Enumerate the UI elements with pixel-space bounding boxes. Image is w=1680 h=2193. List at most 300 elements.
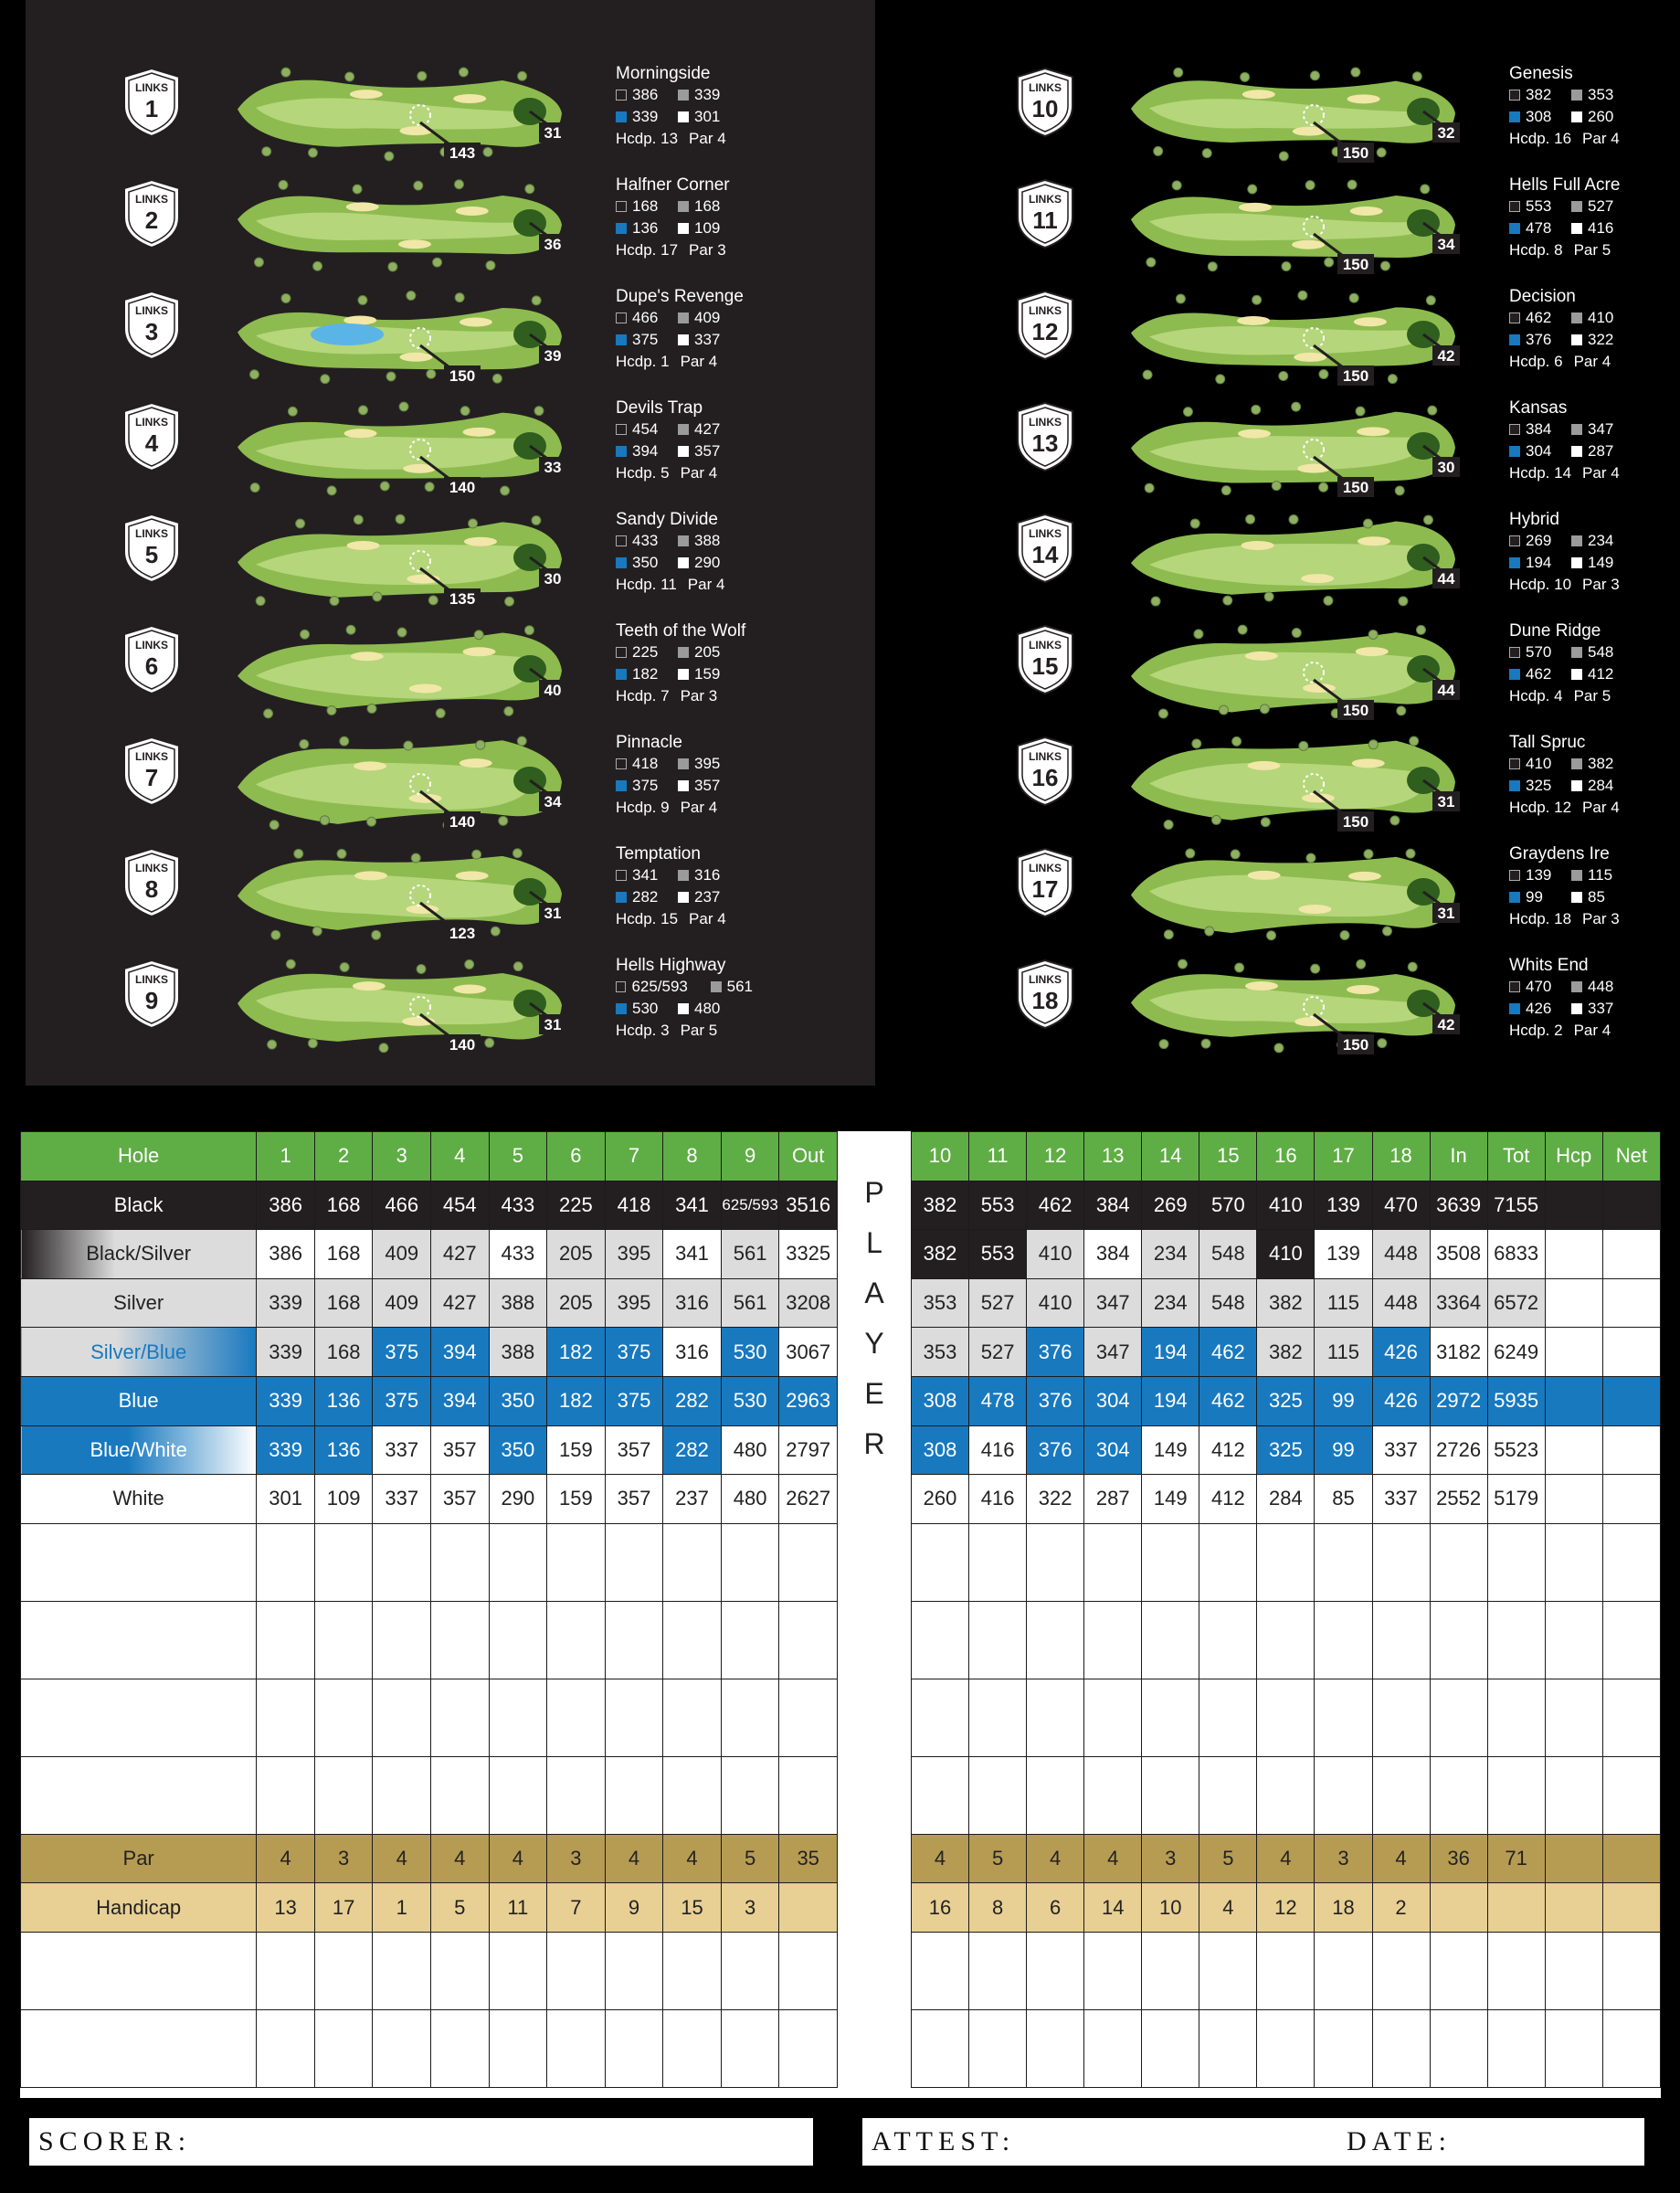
score-entry-cell[interactable] — [1084, 1932, 1142, 2009]
score-entry-cell[interactable] — [1199, 1756, 1257, 1834]
tree — [524, 626, 534, 635]
score-entry-cell[interactable] — [779, 1756, 838, 1834]
score-entry-cell[interactable] — [1602, 1679, 1660, 1756]
badge-label: LINKS — [1029, 527, 1062, 540]
score-entry-cell[interactable] — [721, 1679, 779, 1756]
links-shield-icon — [1012, 735, 1078, 808]
yardage-cell: 337 — [373, 1475, 431, 1524]
score-entry-cell[interactable] — [1084, 1601, 1142, 1679]
score-entry-cell[interactable] — [1084, 1679, 1142, 1756]
hole-name: Sandy Divide — [616, 510, 718, 529]
score-entry-cell[interactable] — [1430, 2009, 1487, 2087]
player-score-row[interactable] — [912, 1679, 1661, 1756]
player-name-cell[interactable] — [21, 1679, 257, 1756]
badge-label: LINKS — [135, 862, 168, 874]
score-entry-cell[interactable] — [779, 1679, 838, 1756]
yardage-cell: 470 — [1372, 1181, 1430, 1230]
yardage-cell[interactable] — [1545, 1230, 1602, 1279]
hole-info — [1509, 733, 1646, 819]
par-row — [912, 1834, 1661, 1883]
score-entry-cell[interactable] — [1487, 1679, 1545, 1756]
score-entry-cell[interactable] — [1430, 1679, 1487, 1756]
score-entry-cell[interactable] — [547, 1932, 606, 2009]
tree — [476, 740, 485, 749]
score-entry-cell[interactable] — [969, 1601, 1027, 1679]
score-entry-cell[interactable] — [969, 1756, 1027, 1834]
score-entry-cell[interactable] — [430, 1756, 489, 1834]
player-score-row[interactable] — [912, 1601, 1661, 1679]
score-entry-cell[interactable] — [489, 1932, 547, 2009]
score-entry-cell[interactable] — [1545, 1679, 1602, 1756]
yardage-cell: 205 — [547, 1230, 606, 1279]
blue-tee-yardage: 350 — [632, 554, 659, 571]
score-entry-cell[interactable] — [314, 1523, 373, 1601]
score-entry-cell[interactable] — [1199, 1932, 1257, 2009]
score-entry-cell[interactable] — [779, 1932, 838, 2009]
score-entry-cell[interactable] — [489, 2009, 547, 2087]
yardage-cell: 194 — [1142, 1328, 1199, 1377]
score-entry-cell[interactable] — [605, 2009, 663, 2087]
black-tee-swatch — [616, 647, 627, 658]
tree — [1194, 630, 1203, 639]
hole-info — [616, 733, 753, 819]
player-score-row[interactable] — [21, 2009, 838, 2087]
score-entry-cell[interactable] — [1199, 1679, 1257, 1756]
par-cell: 5 — [721, 1834, 779, 1883]
score-entry-cell[interactable] — [1372, 1679, 1430, 1756]
black-tee-yardage: 410 — [1526, 755, 1552, 772]
score-entry-cell[interactable] — [1142, 1932, 1199, 2009]
score-entry-cell[interactable] — [969, 1679, 1027, 1756]
score-entry-cell[interactable] — [547, 1756, 606, 1834]
tree — [532, 516, 541, 525]
score-entry-cell[interactable] — [373, 1601, 431, 1679]
yardage-cell[interactable] — [1602, 1475, 1660, 1524]
score-entry-cell[interactable] — [373, 1756, 431, 1834]
hole-number-header: 15 — [1199, 1132, 1257, 1181]
player-name-cell[interactable] — [21, 1756, 257, 1834]
white-tee-row — [912, 1475, 1661, 1524]
tree — [427, 369, 436, 378]
score-entry-cell[interactable] — [779, 2009, 838, 2087]
player-score-row[interactable] — [912, 1523, 1661, 1601]
score-entry-cell[interactable] — [489, 1679, 547, 1756]
player-score-row[interactable] — [21, 1601, 838, 1679]
handicap-par-line — [616, 797, 753, 819]
score-entry-cell[interactable] — [1027, 1523, 1084, 1601]
score-entry-cell[interactable] — [1372, 1601, 1430, 1679]
bunker — [1242, 541, 1274, 550]
score-entry-cell[interactable] — [721, 1601, 779, 1679]
player-score-row[interactable] — [912, 1756, 1661, 1834]
score-entry-cell[interactable] — [1315, 1756, 1372, 1834]
score-entry-cell[interactable] — [779, 1523, 838, 1601]
score-entry-cell[interactable] — [1372, 1932, 1430, 2009]
score-entry-cell[interactable] — [605, 1523, 663, 1601]
score-entry-cell[interactable] — [489, 1601, 547, 1679]
tree — [1399, 597, 1408, 606]
score-entry-cell[interactable] — [1257, 1523, 1315, 1601]
yardage-cell[interactable] — [1602, 1278, 1660, 1328]
score-entry-cell[interactable] — [969, 1523, 1027, 1601]
hole-number-header: 8 — [663, 1132, 722, 1181]
score-entry-cell[interactable] — [1487, 1601, 1545, 1679]
score-entry-cell[interactable] — [257, 1523, 315, 1601]
bunker — [1248, 871, 1281, 880]
hole-name: Whits End — [1509, 956, 1589, 975]
score-entry-cell[interactable] — [663, 1756, 722, 1834]
yardage-cell: 409 — [373, 1230, 431, 1279]
score-entry-cell[interactable] — [1602, 1756, 1660, 1834]
silver-tee-swatch — [678, 201, 689, 212]
score-entry-cell[interactable] — [663, 1601, 722, 1679]
green-depth-label: 30 — [544, 570, 562, 588]
green-depth-label: 32 — [1437, 124, 1455, 142]
score-entry-cell[interactable] — [605, 1756, 663, 1834]
player-name-cell[interactable] — [21, 2009, 257, 2087]
score-entry-cell[interactable] — [1142, 1601, 1199, 1679]
score-entry-cell[interactable] — [1027, 1601, 1084, 1679]
score-entry-cell[interactable] — [489, 1756, 547, 1834]
yardage-marker-label: 150 — [1342, 1036, 1369, 1054]
hole-number-header: 17 — [1315, 1132, 1372, 1181]
score-entry-cell[interactable] — [1027, 2009, 1084, 2087]
score-entry-cell[interactable] — [1257, 1756, 1315, 1834]
yardage-cell[interactable] — [1602, 1181, 1660, 1230]
tree — [256, 597, 265, 606]
score-entry-cell[interactable] — [721, 1756, 779, 1834]
tree — [1143, 370, 1152, 379]
badge-label: LINKS — [1029, 81, 1062, 94]
hole-info — [1509, 398, 1646, 484]
tree — [312, 927, 322, 936]
score-entry-cell[interactable] — [779, 1601, 838, 1679]
yardage-cell[interactable] — [1545, 1328, 1602, 1377]
tree — [1232, 736, 1242, 746]
white-tee-yardage: 109 — [694, 219, 721, 237]
score-entry-cell[interactable] — [1084, 2009, 1142, 2087]
hole-diagram — [1122, 950, 1469, 1062]
yardage-row — [616, 329, 753, 351]
score-entry-cell[interactable] — [257, 1756, 315, 1834]
tree — [505, 597, 514, 606]
yardage-row — [616, 976, 753, 998]
yardage-cell[interactable] — [1545, 1376, 1602, 1425]
score-entry-cell[interactable] — [1545, 2009, 1602, 2087]
player-name-cell[interactable] — [21, 1523, 257, 1601]
score-entry-cell[interactable] — [547, 1679, 606, 1756]
score-entry-cell[interactable] — [1142, 1679, 1199, 1756]
score-entry-cell[interactable] — [1487, 1523, 1545, 1601]
yardage-cell: 341 — [663, 1181, 722, 1230]
yardage-cell[interactable] — [1545, 1278, 1602, 1328]
bunker — [1248, 761, 1281, 770]
tree — [492, 374, 502, 383]
tree — [281, 293, 291, 302]
tree — [1145, 483, 1154, 493]
score-entry-cell[interactable] — [605, 1932, 663, 2009]
score-entry-cell[interactable] — [1430, 1932, 1487, 2009]
score-entry-cell[interactable] — [1142, 1523, 1199, 1601]
yardage-row — [1509, 329, 1646, 351]
score-entry-cell[interactable] — [1487, 1932, 1545, 2009]
yardage-cell[interactable] — [1545, 1475, 1602, 1524]
score-entry-cell[interactable] — [1487, 2009, 1545, 2087]
attest-date-field[interactable] — [862, 2118, 1644, 2166]
score-entry-cell[interactable] — [1430, 1523, 1487, 1601]
score-entry-cell[interactable] — [912, 1601, 969, 1679]
hole-diagram — [1122, 504, 1469, 616]
score-entry-cell[interactable] — [1372, 1523, 1430, 1601]
score-entry-cell[interactable] — [1430, 1756, 1487, 1834]
player-score-row[interactable] — [21, 1932, 838, 2009]
score-entry-cell[interactable] — [257, 2009, 315, 2087]
yardage-row — [616, 196, 753, 217]
yardage-cell: 308 — [912, 1376, 969, 1425]
score-entry-cell[interactable] — [1545, 1756, 1602, 1834]
score-entry-cell[interactable] — [663, 1679, 722, 1756]
score-entry-cell[interactable] — [1315, 2009, 1372, 2087]
hole-par: Par 4 — [687, 576, 725, 593]
links-shield-icon — [1012, 177, 1078, 250]
player-score-row[interactable] — [21, 1523, 838, 1601]
hole-handicap: Hcdp. 14 — [1509, 464, 1572, 482]
player-score-row[interactable] — [21, 1756, 838, 1834]
par-cell: 3 — [547, 1834, 606, 1883]
hole-par: Par 3 — [1582, 910, 1620, 927]
tree — [469, 519, 478, 528]
black-tee-swatch — [616, 424, 627, 435]
score-entry-cell[interactable] — [314, 1679, 373, 1756]
score-entry-cell[interactable] — [430, 2009, 489, 2087]
white-tee-yardage: 357 — [694, 442, 721, 460]
handicap-cell: 7 — [547, 1883, 606, 1933]
score-entry-cell[interactable] — [1084, 1523, 1142, 1601]
handicap-cell — [1487, 1883, 1545, 1933]
score-entry-cell[interactable] — [1084, 1756, 1142, 1834]
player-name-cell[interactable] — [21, 1601, 257, 1679]
black-tee-yardage: 553 — [1526, 197, 1552, 215]
yardage-row — [1509, 775, 1646, 797]
yardage-row — [616, 440, 753, 462]
player-name-cell[interactable] — [21, 1932, 257, 2009]
bunker — [1350, 207, 1383, 216]
score-entry-cell[interactable] — [663, 1523, 722, 1601]
score-entry-cell[interactable] — [912, 2009, 969, 2087]
score-entry-cell[interactable] — [1199, 1601, 1257, 1679]
score-entry-cell[interactable] — [1027, 1679, 1084, 1756]
links-shield-icon — [1012, 958, 1078, 1031]
score-entry-cell[interactable] — [721, 1932, 779, 2009]
score-entry-cell[interactable] — [1315, 1523, 1372, 1601]
blue-tee-swatch — [1509, 111, 1520, 122]
tree — [1397, 706, 1406, 715]
score-entry-cell[interactable] — [1257, 1679, 1315, 1756]
score-entry-cell[interactable] — [1199, 2009, 1257, 2087]
score-entry-cell[interactable] — [373, 1932, 431, 2009]
score-entry-cell[interactable] — [1602, 2009, 1660, 2087]
yardage-cell: 478 — [969, 1376, 1027, 1425]
hole-info — [616, 64, 753, 150]
tree — [1395, 486, 1404, 495]
yardage-cell: 287 — [1084, 1475, 1142, 1524]
silver-blue-tee-row — [912, 1328, 1661, 1377]
blue-tee-swatch — [616, 557, 627, 568]
handicap-row — [912, 1883, 1661, 1933]
tree — [1306, 853, 1315, 863]
score-entry-cell[interactable] — [1372, 1756, 1430, 1834]
yardage-cell: 548 — [1199, 1230, 1257, 1279]
hole-info — [1509, 844, 1646, 930]
tree — [532, 296, 541, 305]
par-cell: 4 — [430, 1834, 489, 1883]
score-entry-cell[interactable] — [1199, 1523, 1257, 1601]
links-shield-icon — [119, 512, 185, 585]
score-entry-cell[interactable] — [663, 2009, 722, 2087]
silver-tee-yardage: 548 — [1588, 643, 1614, 661]
hole-number-header: 13 — [1084, 1132, 1142, 1181]
player-score-row[interactable] — [912, 2009, 1661, 2087]
tree — [1388, 375, 1397, 384]
yardage-row — [616, 530, 753, 552]
score-entry-cell[interactable] — [547, 1601, 606, 1679]
badge-label: LINKS — [135, 81, 168, 94]
yardage-cell: 426 — [1372, 1376, 1430, 1425]
score-entry-cell[interactable] — [1027, 1932, 1084, 2009]
hole-handicap: Hcdp. 16 — [1509, 130, 1572, 147]
score-entry-cell[interactable] — [721, 2009, 779, 2087]
bunker — [1357, 427, 1389, 436]
score-entry-cell[interactable] — [314, 1756, 373, 1834]
score-entry-cell[interactable] — [257, 1932, 315, 2009]
score-entry-cell[interactable] — [430, 1601, 489, 1679]
white-tee-swatch — [678, 780, 689, 791]
score-entry-cell[interactable] — [373, 1523, 431, 1601]
score-entry-cell[interactable] — [373, 1679, 431, 1756]
yardage-cell[interactable] — [1545, 1181, 1602, 1230]
score-entry-cell[interactable] — [1545, 1523, 1602, 1601]
hole-diagram — [1122, 727, 1469, 839]
handicap-cell — [1430, 1883, 1487, 1933]
hole-card — [119, 281, 813, 393]
score-entry-cell[interactable] — [1315, 1601, 1372, 1679]
bunker — [1298, 905, 1331, 914]
score-entry-cell[interactable] — [489, 1523, 547, 1601]
tree — [1221, 486, 1231, 495]
score-entry-cell[interactable] — [912, 1679, 969, 1756]
black-silver-tee-row — [21, 1230, 838, 1279]
score-entry-cell[interactable] — [912, 1756, 969, 1834]
score-entry-cell[interactable] — [314, 1932, 373, 2009]
score-entry-cell[interactable] — [257, 1601, 315, 1679]
score-entry-cell[interactable] — [1545, 1932, 1602, 2009]
black-tee-yardage: 466 — [632, 309, 659, 326]
blue-tee-yardage: 375 — [632, 777, 659, 794]
score-entry-cell[interactable] — [1602, 1601, 1660, 1679]
green-depth-label: 42 — [1437, 347, 1455, 365]
score-entry-cell[interactable] — [969, 2009, 1027, 2087]
yardage-cell: 410 — [1257, 1181, 1315, 1230]
hole-card — [1012, 58, 1680, 170]
yardage-cell[interactable] — [1602, 1230, 1660, 1279]
blue-tee-swatch — [616, 1003, 627, 1014]
yardage-cell: 409 — [373, 1278, 431, 1328]
scorer-field[interactable] — [29, 2118, 813, 2166]
score-entry-cell[interactable] — [1602, 1932, 1660, 2009]
hole-info — [616, 175, 753, 261]
tree — [264, 709, 273, 718]
score-entry-cell[interactable] — [547, 1523, 606, 1601]
score-entry-cell[interactable] — [373, 2009, 431, 2087]
white-tee-swatch — [1571, 669, 1582, 680]
yardage-cell[interactable] — [1545, 1425, 1602, 1475]
score-entry-cell[interactable] — [547, 2009, 606, 2087]
hole-par: Par 5 — [1573, 687, 1611, 705]
score-entry-cell[interactable] — [605, 1679, 663, 1756]
tree — [1368, 740, 1378, 749]
yardage-cell[interactable] — [1602, 1376, 1660, 1425]
blue-tee-yardage: 462 — [1526, 665, 1552, 683]
score-entry-cell[interactable] — [430, 1679, 489, 1756]
score-entry-cell[interactable] — [1257, 1932, 1315, 2009]
bunker — [460, 318, 492, 327]
score-entry-cell[interactable] — [1142, 2009, 1199, 2087]
score-entry-cell[interactable] — [912, 1523, 969, 1601]
score-entry-cell[interactable] — [1142, 1756, 1199, 1834]
score-entry-cell[interactable] — [1257, 2009, 1315, 2087]
handicap-cell: 3 — [721, 1883, 779, 1933]
score-entry-cell[interactable] — [605, 1601, 663, 1679]
silver-tee-swatch — [678, 424, 689, 435]
player-score-row[interactable] — [912, 1932, 1661, 2009]
score-entry-cell[interactable] — [1315, 1679, 1372, 1756]
score-entry-cell[interactable] — [912, 1932, 969, 2009]
yardage-cell: 339 — [257, 1278, 315, 1328]
score-entry-cell[interactable] — [314, 2009, 373, 2087]
score-entry-cell[interactable] — [721, 1523, 779, 1601]
score-entry-cell[interactable] — [314, 1601, 373, 1679]
hole-name: Pinnacle — [616, 733, 682, 752]
hole-handicap: Hcdp. 2 — [1509, 1022, 1563, 1039]
score-entry-cell[interactable] — [1027, 1756, 1084, 1834]
score-entry-cell[interactable] — [257, 1679, 315, 1756]
links-shield-icon — [1012, 623, 1078, 696]
badge-hole-number: 2 — [144, 207, 159, 234]
white-tee-swatch — [1571, 1003, 1582, 1014]
yardage-row — [1509, 196, 1646, 217]
score-entry-cell[interactable] — [1257, 1601, 1315, 1679]
score-entry-cell[interactable] — [1487, 1756, 1545, 1834]
player-score-row[interactable] — [21, 1679, 838, 1756]
score-entry-cell[interactable] — [430, 1523, 489, 1601]
score-entry-cell[interactable] — [663, 1932, 722, 2009]
score-entry-cell[interactable] — [1315, 1932, 1372, 2009]
score-entry-cell[interactable] — [969, 1932, 1027, 2009]
yardage-marker-label: 143 — [449, 144, 476, 162]
yardage-cell: 386 — [257, 1230, 315, 1279]
score-entry-cell[interactable] — [1372, 2009, 1430, 2087]
score-entry-cell[interactable] — [1430, 1601, 1487, 1679]
handicap-par-line — [616, 128, 753, 150]
grand-total: 5935 — [1487, 1376, 1545, 1425]
yardage-cell[interactable] — [1602, 1328, 1660, 1377]
score-entry-cell[interactable] — [1545, 1601, 1602, 1679]
yardage-cell[interactable] — [1602, 1425, 1660, 1475]
badge-hole-number: 13 — [1031, 429, 1059, 457]
score-entry-cell[interactable] — [1602, 1523, 1660, 1601]
score-entry-cell[interactable] — [430, 1932, 489, 2009]
yardage-cell: 433 — [489, 1230, 547, 1279]
